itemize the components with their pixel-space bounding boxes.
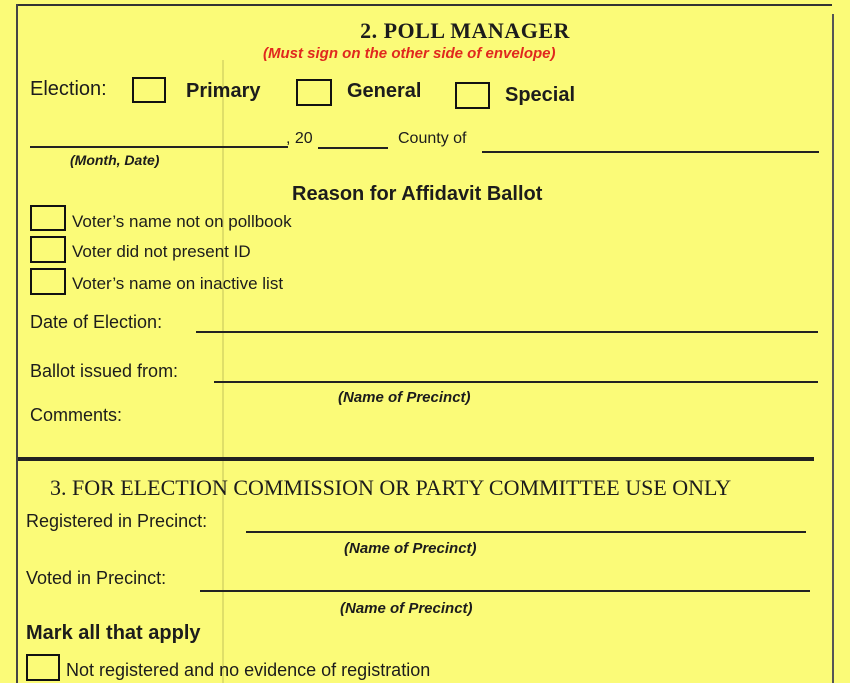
election-label: Election: <box>30 78 107 100</box>
registered-precinct-caption: (Name of Precinct) <box>344 540 477 557</box>
month-date-line[interactable] <box>30 146 288 148</box>
general-checkbox[interactable] <box>296 79 332 106</box>
reason-inactive-list-label: Voter’s name on inactive list <box>72 274 284 293</box>
month-date-caption: (Month, Date) <box>70 152 160 168</box>
general-label: General <box>347 80 422 102</box>
year-line[interactable] <box>318 147 388 149</box>
signature-note: (Must sign on the other side of envelope) <box>263 45 556 62</box>
special-label: Special <box>505 84 576 106</box>
not-registered-label: Not registered and no evidence of registration <box>66 660 431 680</box>
section-3-title: 3. FOR ELECTION COMMISSION OR PARTY COMMITTEE USE ONLY <box>50 475 732 500</box>
primary-label: Primary <box>186 80 261 102</box>
county-line[interactable] <box>482 151 819 153</box>
registered-precinct-label: Registered in Precinct: <box>26 511 208 531</box>
ballot-issued-line[interactable] <box>214 381 818 383</box>
reason-inactive-list-checkbox[interactable] <box>30 268 66 295</box>
voted-precinct-label: Voted in Precinct: <box>26 568 167 588</box>
reason-not-on-pollbook-label: Voter’s name not on pollbook <box>72 212 292 231</box>
reason-not-on-pollbook-checkbox[interactable] <box>30 205 66 231</box>
form-border-left <box>16 4 18 683</box>
comments-label: Comments: <box>30 405 123 425</box>
registered-precinct-line[interactable] <box>246 531 806 533</box>
voted-precinct-line[interactable] <box>200 590 810 592</box>
form-border-top <box>18 4 832 6</box>
reason-heading: Reason for Affidavit Ballot <box>292 183 543 205</box>
county-label: County of <box>398 130 467 147</box>
form-border-right <box>832 14 834 683</box>
section-2-title: 2. POLL MANAGER <box>360 18 570 43</box>
reason-no-id-checkbox[interactable] <box>30 236 66 263</box>
mark-all-heading: Mark all that apply <box>26 622 201 644</box>
date-of-election-label: Date of Election: <box>30 312 163 332</box>
reason-no-id-label: Voter did not present ID <box>72 242 251 261</box>
ballot-issued-label: Ballot issued from: <box>30 361 179 381</box>
year-prefix: , 20 <box>286 130 313 147</box>
date-of-election-line[interactable] <box>196 331 818 333</box>
special-checkbox[interactable] <box>455 82 490 109</box>
primary-checkbox[interactable] <box>132 77 166 103</box>
voted-precinct-caption: (Name of Precinct) <box>340 600 473 617</box>
section-divider <box>18 457 814 461</box>
not-registered-checkbox[interactable] <box>26 654 60 681</box>
ballot-precinct-caption: (Name of Precinct) <box>338 389 471 406</box>
